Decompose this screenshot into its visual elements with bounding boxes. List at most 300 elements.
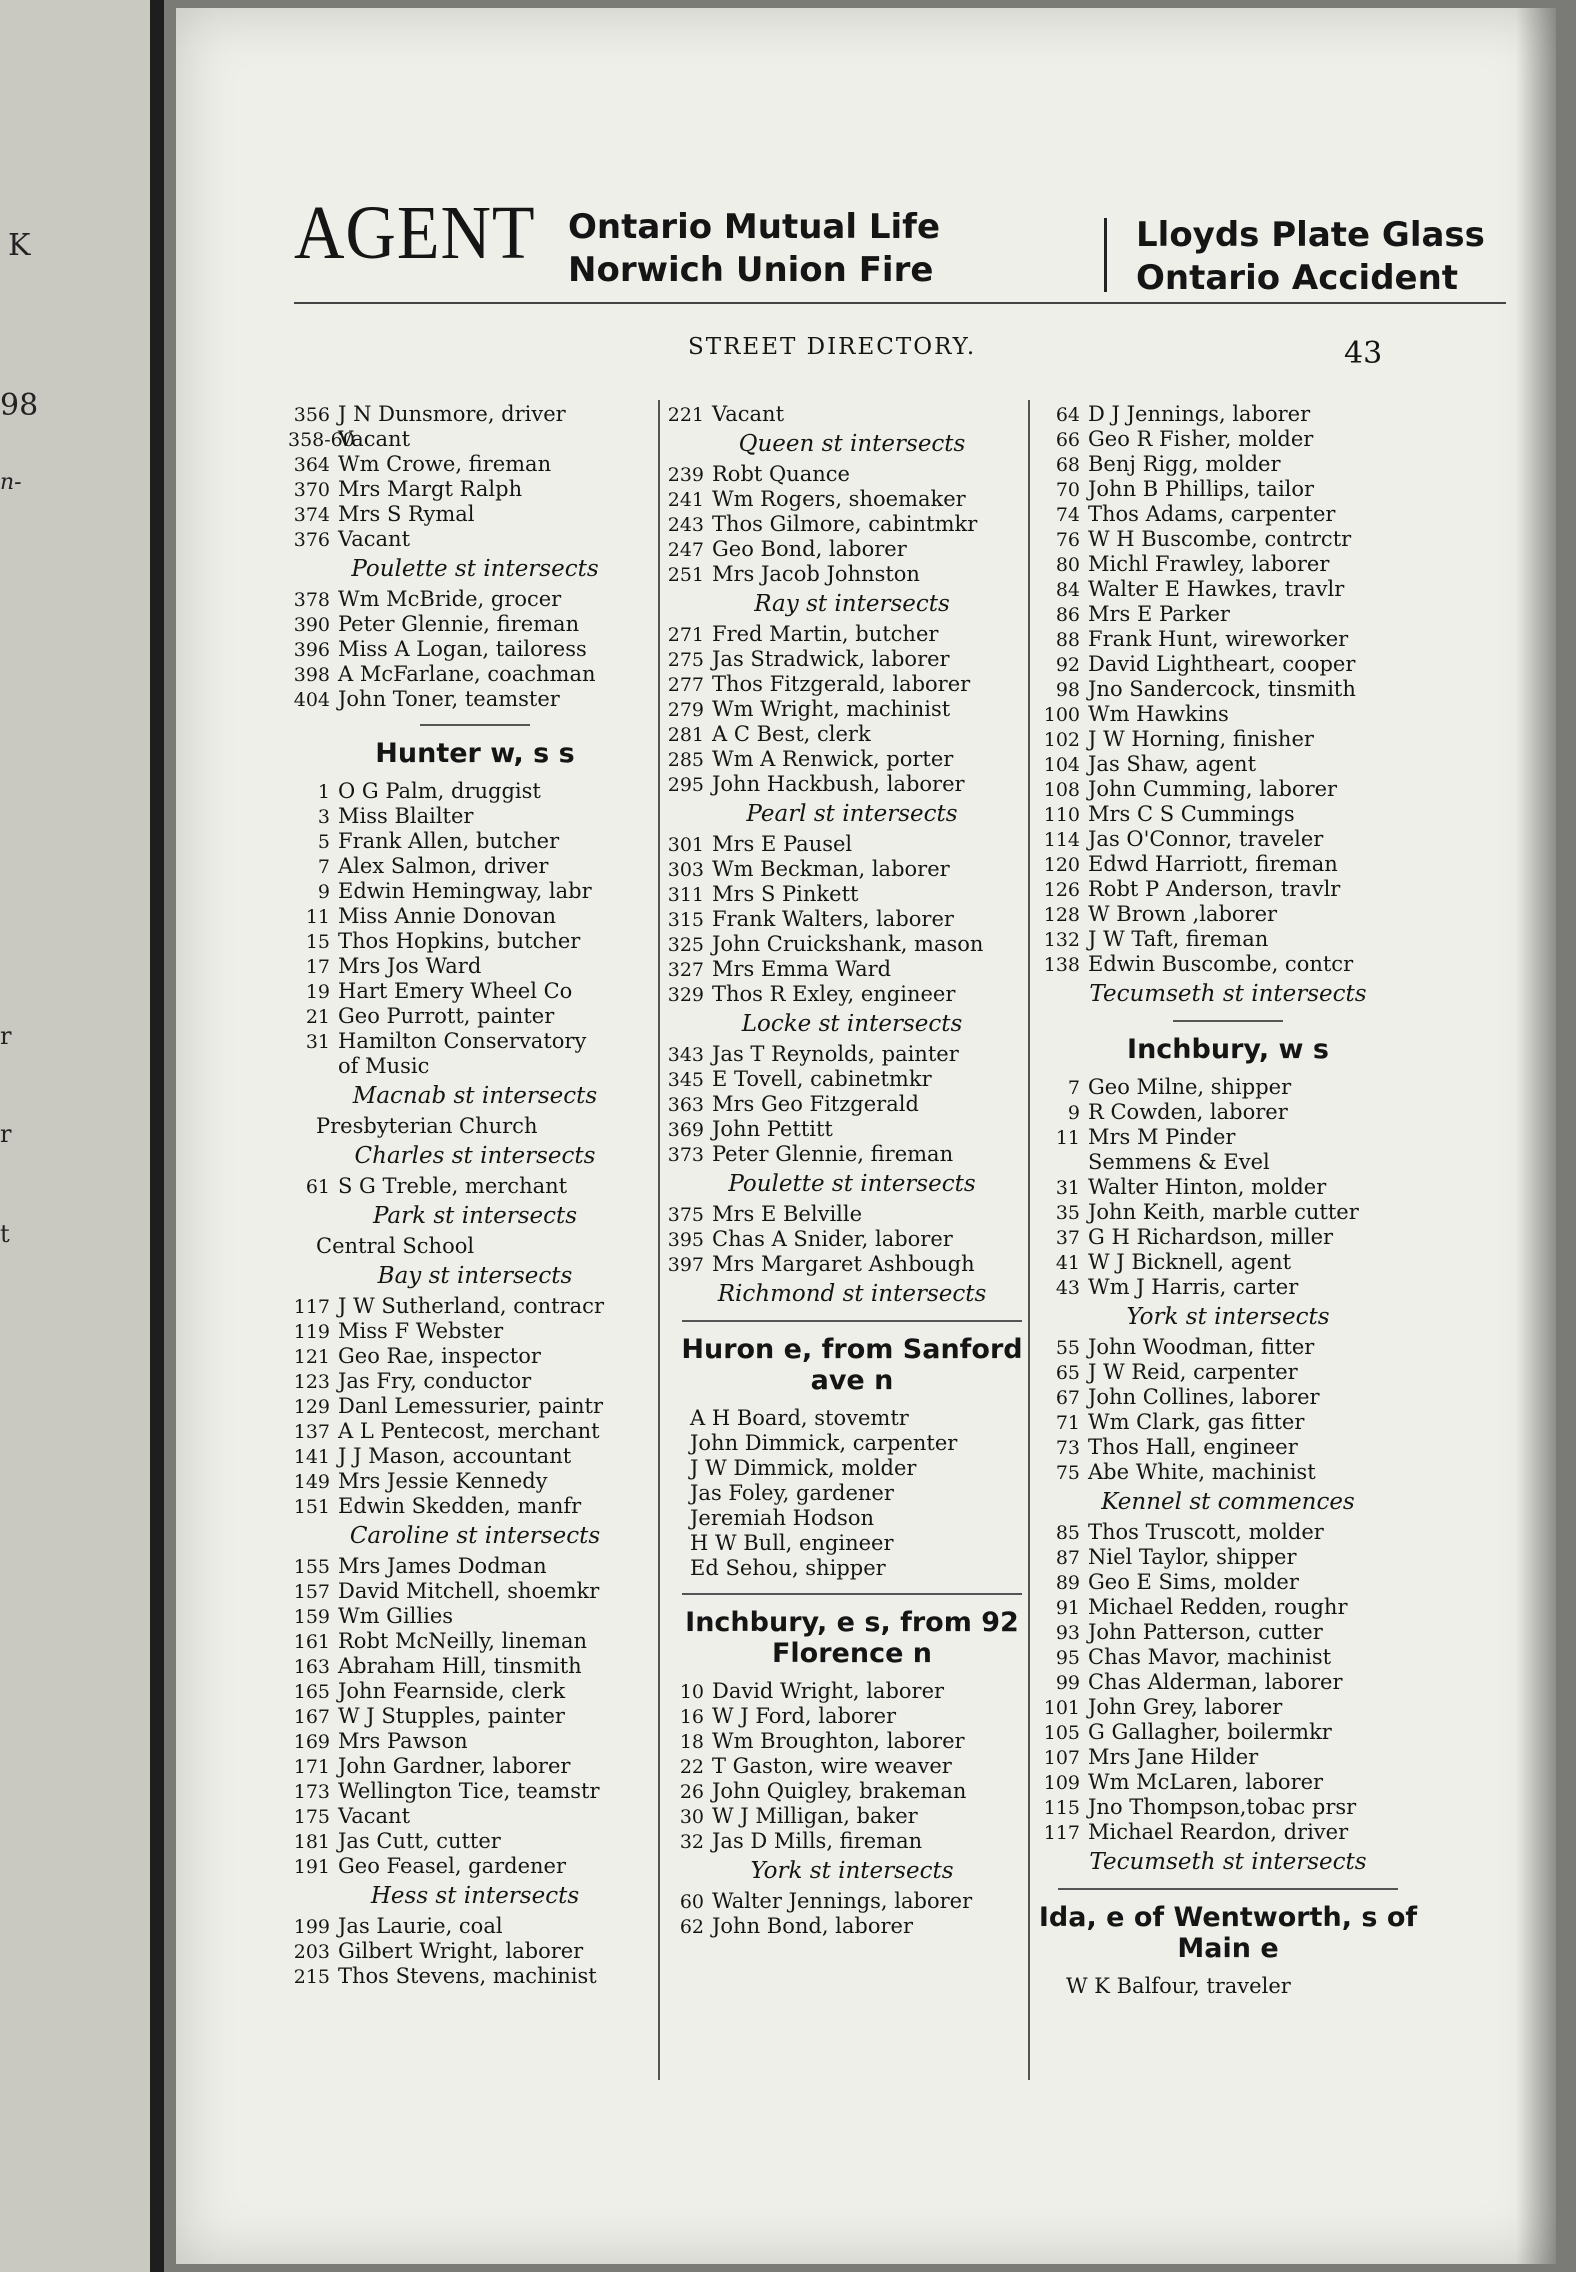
directory-entry (1038, 952, 1418, 977)
resident-text: Robt P Anderson, travlr (1088, 877, 1341, 901)
house-number: 31 (1055, 1177, 1080, 1199)
house-number: 32 (679, 1831, 704, 1853)
street-intersection: Kennel st commences (1101, 1489, 1355, 1515)
resident-text: Thos Hall, engineer (1088, 1435, 1298, 1459)
resident-text: Edwd Harriott, fireman (1088, 852, 1338, 876)
resident-text: Miss Annie Donovan (338, 904, 557, 928)
resident-text: Thos Stevens, machinist (338, 1964, 597, 1988)
resident-text: John B Phillips, tailor (1088, 477, 1315, 501)
resident-text: Mrs Geo Fitzgerald (712, 1092, 919, 1116)
directory-entry (288, 1939, 662, 1964)
directory-entry (288, 527, 662, 552)
street-heading: Inchbury, w s (1127, 1034, 1329, 1065)
resident-text: W J Milligan, baker (712, 1804, 918, 1828)
house-number: 303 (667, 859, 704, 881)
directory-entry (288, 1914, 662, 1939)
directory-entry (288, 637, 662, 662)
house-number: 356 (293, 404, 330, 426)
street-intersection: Hess st intersects (370, 1883, 580, 1909)
house-number: 10 (679, 1681, 704, 1703)
street-intersection: Tecumseth st intersects (1089, 981, 1367, 1007)
resident-text: Mrs E Pausel (712, 832, 853, 856)
street-intersection: Pearl st intersects (746, 801, 958, 827)
house-number: 281 (667, 724, 704, 746)
house-number: 315 (667, 909, 704, 931)
directory-entry (662, 1202, 1042, 1227)
directory-entry (288, 779, 662, 804)
directory-entry (1038, 1410, 1418, 1435)
directory-entry (1038, 1125, 1418, 1150)
house-number: 87 (1055, 1547, 1080, 1569)
house-number: 21 (305, 1006, 330, 1028)
directory-entry (288, 1029, 662, 1054)
street-intersection: Tecumseth st intersects (1089, 1849, 1367, 1875)
directory-entry (662, 1779, 1042, 1804)
directory-entry (1038, 1570, 1418, 1595)
resident-text: John Patterson, cutter (1088, 1620, 1323, 1644)
resident-text: Thos Gilmore, cabintmkr (712, 512, 978, 536)
directory-entry (662, 512, 1042, 537)
resident-text: Jno Sandercock, tinsmith (1088, 677, 1356, 701)
directory-entry (662, 982, 1042, 1007)
directory-entry (288, 1554, 662, 1579)
house-number: 155 (293, 1556, 330, 1578)
house-number: 325 (667, 934, 704, 956)
house-number: 137 (293, 1421, 330, 1443)
directory-entry (1038, 502, 1418, 527)
house-number: 128 (1043, 904, 1080, 926)
resident-text: Miss A Logan, tailoress (338, 637, 587, 661)
ad-divider (1104, 218, 1107, 292)
house-number: 277 (667, 674, 704, 696)
directory-entry-unnumbered: Jeremiah Hodson (690, 1506, 875, 1530)
house-number: 279 (667, 699, 704, 721)
house-number: 120 (1043, 854, 1080, 876)
house-number: 71 (1055, 1412, 1080, 1434)
directory-entry (662, 882, 1042, 907)
directory-entry (288, 402, 662, 427)
house-number: 89 (1055, 1572, 1080, 1594)
directory-entry (288, 1729, 662, 1754)
resident-text: Mrs E Parker (1088, 602, 1230, 626)
resident-text: Hamilton Conservatory (338, 1029, 587, 1053)
house-number: 363 (667, 1094, 704, 1116)
house-number: 76 (1055, 529, 1080, 551)
resident-text: Mrs Pawson (338, 1729, 468, 1753)
house-number: 123 (293, 1371, 330, 1393)
ad-company: Ontario Mutual Life (568, 207, 941, 247)
resident-text: John Cruickshank, mason (712, 932, 984, 956)
resident-text: John Cumming, laborer (1088, 777, 1338, 801)
house-number: 98 (1055, 679, 1080, 701)
house-number: 161 (293, 1631, 330, 1653)
resident-text: Robt Quance (712, 462, 850, 486)
resident-text: Thos Truscott, molder (1088, 1520, 1324, 1544)
directory-entry (1038, 1795, 1418, 1820)
house-number: 275 (667, 649, 704, 671)
house-number: 311 (667, 884, 704, 906)
directory-entry (662, 1729, 1042, 1754)
directory-entry (662, 772, 1042, 797)
directory-entry (662, 1754, 1042, 1779)
directory-entry (662, 932, 1042, 957)
directory-entry (288, 1344, 662, 1369)
house-number: 3 (317, 806, 330, 828)
directory-entry (1038, 577, 1418, 602)
house-number: 395 (667, 1229, 704, 1251)
resident-text: Mrs Jos Ward (338, 954, 482, 978)
resident-text: J N Dunsmore, driver (338, 402, 566, 426)
directory-entry (288, 904, 662, 929)
resident-text: Mrs C S Cummings (1088, 802, 1295, 826)
page-gutter (150, 0, 164, 2272)
directory-entry (288, 1829, 662, 1854)
house-number: 41 (1055, 1252, 1080, 1274)
directory-entry (288, 1629, 662, 1654)
house-number: 64 (1055, 404, 1080, 426)
directory-entry (288, 1854, 662, 1879)
resident-text: Mrs Margaret Ashbough (712, 1252, 975, 1276)
directory-entry (288, 662, 662, 687)
directory-entry (662, 647, 1042, 672)
house-number: 132 (1043, 929, 1080, 951)
street-intersection: Macnab st intersects (352, 1083, 598, 1109)
directory-entry (1038, 877, 1418, 902)
directory-entry (288, 687, 662, 712)
directory-entry (662, 747, 1042, 772)
resident-text: Geo Rae, inspector (338, 1344, 541, 1368)
house-number: 110 (1043, 804, 1080, 826)
house-number: 364 (293, 454, 330, 476)
directory-entry (1038, 777, 1418, 802)
directory-entry (1038, 477, 1418, 502)
resident-text: W J Ford, laborer (712, 1704, 897, 1728)
resident-text: Mrs S Pinkett (712, 882, 859, 906)
directory-entry (1038, 427, 1418, 452)
resident-text: Thos Fitzgerald, laborer (712, 672, 971, 696)
house-number: 99 (1055, 1672, 1080, 1694)
house-number: 241 (667, 489, 704, 511)
resident-text: Mrs Margt Ralph (338, 477, 523, 501)
directory-entry (1038, 402, 1418, 427)
section-rule-long (1058, 1888, 1398, 1890)
resident-text: W J Stupples, painter (338, 1704, 565, 1728)
resident-text: Danl Lemessurier, paintr (338, 1394, 604, 1418)
directory-entry (1038, 852, 1418, 877)
directory-entry (1038, 727, 1418, 752)
directory-entry-unnumbered: Central School (316, 1234, 475, 1258)
directory-entry (1038, 652, 1418, 677)
directory-entry (288, 1319, 662, 1344)
resident-text: Mrs M Pinder (1088, 1125, 1236, 1149)
resident-text: Vacant (712, 402, 785, 426)
directory-entry (288, 1654, 662, 1679)
resident-text: John Collines, laborer (1088, 1385, 1320, 1409)
resident-text: Robt McNeilly, lineman (338, 1629, 587, 1653)
resident-text: Wm J Harris, carter (1088, 1275, 1299, 1299)
house-number: 251 (667, 564, 704, 586)
section-rule (420, 724, 530, 726)
directory-entry (662, 1889, 1042, 1914)
house-number: 5 (317, 831, 330, 853)
house-number: 370 (293, 479, 330, 501)
resident-text: Niel Taylor, shipper (1088, 1545, 1297, 1569)
house-number: 141 (293, 1446, 330, 1468)
directory-entry (288, 1754, 662, 1779)
house-number: 95 (1055, 1647, 1080, 1669)
resident-text: John Grey, laborer (1088, 1695, 1283, 1719)
house-number: 396 (293, 639, 330, 661)
resident-text: Jas T Reynolds, painter (712, 1042, 959, 1066)
directory-entry (288, 612, 662, 637)
house-number: 199 (293, 1916, 330, 1938)
page-shadow (1516, 8, 1556, 2264)
house-number: 100 (1043, 704, 1080, 726)
directory-entry (1038, 902, 1418, 927)
house-number: 11 (1055, 1127, 1080, 1149)
house-number: 93 (1055, 1622, 1080, 1644)
resident-text: Michl Frawley, laborer (1088, 552, 1330, 576)
house-number: 102 (1043, 729, 1080, 751)
resident-text: Wm Wright, machinist (712, 697, 951, 721)
directory-entry (288, 1679, 662, 1704)
entry-continuation: Semmens & Evel (1088, 1150, 1270, 1174)
house-number: 329 (667, 984, 704, 1006)
house-number: 115 (1043, 1797, 1080, 1819)
resident-text: Wm A Renwick, porter (712, 747, 954, 771)
directory-entry (288, 1294, 662, 1319)
house-number: 138 (1043, 954, 1080, 976)
house-number: 67 (1055, 1387, 1080, 1409)
house-number: 369 (667, 1119, 704, 1141)
resident-text: Miss F Webster (338, 1319, 504, 1343)
section-rule-long (682, 1320, 1022, 1322)
resident-text: John Hackbush, laborer (712, 772, 965, 796)
resident-text: Geo Bond, laborer (712, 537, 907, 561)
resident-text: Jas Stradwick, laborer (712, 647, 950, 671)
house-number: 404 (293, 689, 330, 711)
directory-entry (1038, 1520, 1418, 1545)
directory-entry (662, 1704, 1042, 1729)
directory-entry (1038, 527, 1418, 552)
house-number: 203 (293, 1941, 330, 1963)
resident-text: J W Reid, carpenter (1088, 1360, 1298, 1384)
resident-text: Wm Hawkins (1088, 702, 1229, 726)
directory-entry (662, 832, 1042, 857)
directory-entry-unnumbered: H W Bull, engineer (690, 1531, 894, 1555)
house-number: 247 (667, 539, 704, 561)
directory-entry (662, 1142, 1042, 1167)
resident-text: Walter Jennings, laborer (712, 1889, 973, 1913)
section-rule (1173, 1020, 1283, 1022)
resident-text: R Cowden, laborer (1088, 1100, 1288, 1124)
house-number: 373 (667, 1144, 704, 1166)
directory-entry (288, 477, 662, 502)
directory-entry (288, 452, 662, 477)
directory-entry (1038, 1695, 1418, 1720)
house-number: 301 (667, 834, 704, 856)
entry-continuation: of Music (338, 1054, 430, 1078)
house-number: 7 (317, 856, 330, 878)
resident-text: Wm Clark, gas fitter (1088, 1410, 1305, 1434)
resident-text: Jas Fry, conductor (338, 1369, 532, 1393)
directory-entry (288, 804, 662, 829)
house-number: 108 (1043, 779, 1080, 801)
resident-text: Hart Emery Wheel Co (338, 979, 573, 1003)
house-number: 7 (1067, 1077, 1080, 1099)
directory-entry (662, 722, 1042, 747)
resident-text: Michael Redden, roughr (1088, 1595, 1348, 1619)
resident-text: David Mitchell, shoemkr (338, 1579, 600, 1603)
resident-text: Wm Crowe, fireman (338, 452, 552, 476)
directory-entry (288, 854, 662, 879)
house-number: 80 (1055, 554, 1080, 576)
house-number: 17 (305, 956, 330, 978)
resident-text: D J Jennings, laborer (1088, 402, 1311, 426)
house-number: 345 (667, 1069, 704, 1091)
street-intersection: Caroline st intersects (349, 1523, 601, 1549)
resident-text: John Quigley, brakeman (712, 1779, 967, 1803)
directory-entry (1038, 1745, 1418, 1770)
house-number: 68 (1055, 454, 1080, 476)
house-number: 92 (1055, 654, 1080, 676)
directory-entry-unnumbered: Ed Sehou, shipper (690, 1556, 886, 1580)
house-number: 173 (293, 1781, 330, 1803)
resident-text: Wm Beckman, laborer (712, 857, 950, 881)
directory-entry (1038, 1075, 1418, 1100)
directory-entry (288, 1704, 662, 1729)
directory-entry (662, 957, 1042, 982)
resident-text: Mrs Emma Ward (712, 957, 892, 981)
resident-text: A McFarlane, coachman (338, 662, 596, 686)
street-intersection: Bay st intersects (377, 1263, 573, 1289)
directory-entry (662, 402, 1042, 427)
resident-text: Thos Adams, carpenter (1088, 502, 1336, 526)
house-number: 117 (293, 1296, 330, 1318)
resident-text: Peter Glennie, fireman (712, 1142, 954, 1166)
directory-entry (288, 1604, 662, 1629)
house-number: 109 (1043, 1772, 1080, 1794)
directory-entry (1038, 702, 1418, 727)
resident-text: Chas Mavor, machinist (1088, 1645, 1332, 1669)
directory-entry (662, 697, 1042, 722)
house-number: 65 (1055, 1362, 1080, 1384)
resident-text: Vacant (338, 527, 411, 551)
directory-entry (662, 1092, 1042, 1117)
resident-text: John Pettitt (712, 1117, 833, 1141)
directory-entry (1038, 752, 1418, 777)
directory-entry (288, 1394, 662, 1419)
directory-entry-unnumbered: Presbyterian Church (316, 1114, 538, 1138)
house-number: 327 (667, 959, 704, 981)
street-intersection: Poulette st intersects (728, 1171, 976, 1197)
house-number: 85 (1055, 1522, 1080, 1544)
directory-entry (288, 1469, 662, 1494)
street-intersection: Poulette st intersects (351, 556, 599, 582)
resident-text: T Gaston, wire weaver (712, 1754, 952, 1778)
directory-entry (1038, 1545, 1418, 1570)
directory-entry (662, 562, 1042, 587)
directory-entry (288, 1444, 662, 1469)
house-number: 84 (1055, 579, 1080, 601)
house-number: 181 (293, 1831, 330, 1853)
house-number: 151 (293, 1496, 330, 1518)
resident-text: John Keith, marble cutter (1088, 1200, 1359, 1224)
street-heading: Ida, e of Wentworth, s of Main e (1038, 1902, 1418, 1964)
house-number: 159 (293, 1606, 330, 1628)
house-number: 35 (1055, 1202, 1080, 1224)
house-number: 343 (667, 1044, 704, 1066)
resident-text: A C Best, clerk (712, 722, 871, 746)
house-number: 55 (1055, 1337, 1080, 1359)
resident-text: Wellington Tice, teamstr (338, 1779, 600, 1803)
directory-entry (1038, 1200, 1418, 1225)
house-number: 169 (293, 1731, 330, 1753)
house-number: 285 (667, 749, 704, 771)
resident-text: David Lightheart, cooper (1088, 652, 1356, 676)
house-number: 43 (1055, 1277, 1080, 1299)
directory-entry (288, 1779, 662, 1804)
house-number: 15 (305, 931, 330, 953)
house-number: 18 (679, 1731, 704, 1753)
house-number: 163 (293, 1656, 330, 1678)
directory-entry (288, 829, 662, 854)
house-number: 91 (1055, 1597, 1080, 1619)
street-intersection: Queen st intersects (738, 431, 966, 457)
resident-text: J W Sutherland, contracr (338, 1294, 604, 1318)
directory-entry (288, 502, 662, 527)
street-intersection: Park st intersects (372, 1203, 578, 1229)
street-intersection: Charles st intersects (354, 1143, 596, 1169)
resident-text: J J Mason, accountant (338, 1444, 572, 1468)
resident-text: Mrs James Dodman (338, 1554, 547, 1578)
house-number: 191 (293, 1856, 330, 1878)
resident-text: Wm Rogers, shoemaker (712, 487, 966, 511)
house-number: 221 (667, 404, 704, 426)
directory-entry (662, 537, 1042, 562)
house-number: 271 (667, 624, 704, 646)
house-number: 37 (1055, 1227, 1080, 1249)
margin-fragment: 98 (0, 388, 39, 423)
house-number: 121 (293, 1346, 330, 1368)
resident-text: John Toner, teamster (338, 687, 560, 711)
directory-entry (1038, 1100, 1418, 1125)
directory-entry (662, 462, 1042, 487)
house-number: 175 (293, 1806, 330, 1828)
house-number: 62 (679, 1916, 704, 1938)
resident-text: Jno Thompson,tobac prsr (1088, 1795, 1357, 1819)
resident-text: John Gardner, laborer (338, 1754, 571, 1778)
directory-entry (662, 1227, 1042, 1252)
resident-text: Alex Salmon, driver (338, 854, 549, 878)
directory-entry (662, 1067, 1042, 1092)
directory-entry (662, 622, 1042, 647)
directory-entry (662, 487, 1042, 512)
house-number: 390 (293, 614, 330, 636)
directory-entry (662, 1679, 1042, 1704)
resident-text: Jas Laurie, coal (338, 1914, 503, 1938)
resident-text: Thos Hopkins, butcher (338, 929, 581, 953)
house-number: 119 (293, 1321, 330, 1343)
house-number: 19 (305, 981, 330, 1003)
house-number: 243 (667, 514, 704, 536)
house-number: 60 (679, 1891, 704, 1913)
street-intersection: Ray st intersects (754, 591, 950, 617)
resident-text: Fred Martin, butcher (712, 622, 939, 646)
directory-entry-unnumbered: J W Dimmick, molder (690, 1456, 917, 1480)
resident-text: Wm McBride, grocer (338, 587, 562, 611)
directory-column-2 (662, 402, 1042, 1939)
